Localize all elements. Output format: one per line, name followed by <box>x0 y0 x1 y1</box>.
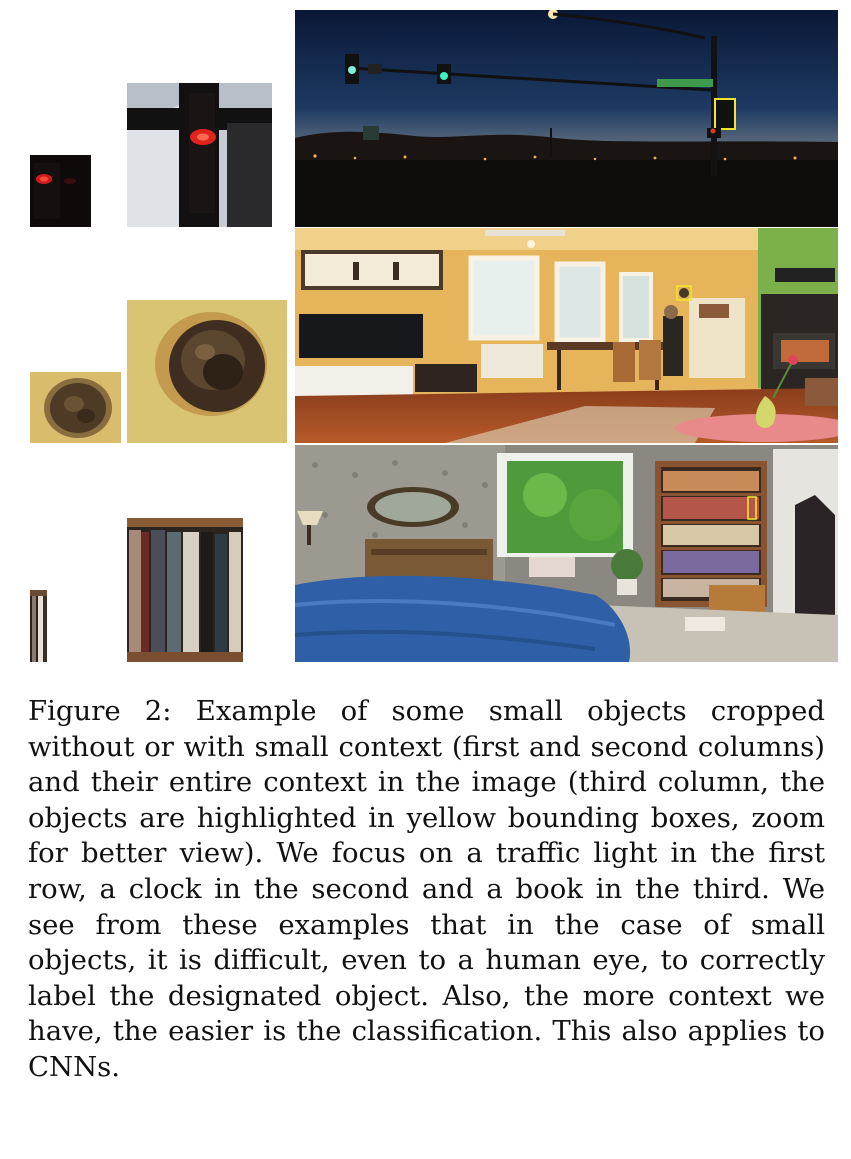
clock-crop-small-context <box>127 300 287 443</box>
clock-scene <box>295 228 838 443</box>
figure-caption <box>28 694 825 1086</box>
book-scene <box>295 445 838 662</box>
traffic-light-crop-no-context <box>30 155 91 227</box>
book-crop-small-context <box>127 518 243 662</box>
clock-crop-no-context <box>30 372 121 443</box>
figure-row-book <box>0 445 851 662</box>
figure-label: Figure 2: <box>28 695 172 727</box>
caption-text: Example of some small objects cropped without or with small context (first and second columns) and their entire context in the image (third column, the objects are highlighted in yellow bounding boxes, zoom for better view). We focus on a traffic light in the first row, a clock in the second and a book in the third. We see from these examples that in the case of small objects, it is difficult, even to a human eye, to correctly label the designated object. Also, the more context we have, the easier is the classification. This also applies to CNNs. <box>28 695 825 1083</box>
traffic-light-crop-small-context <box>127 83 272 227</box>
book-crop-no-context <box>30 590 47 662</box>
traffic-light-scene <box>295 10 838 227</box>
figure-row-traffic-light <box>0 10 851 227</box>
figure-row-clock <box>0 228 851 443</box>
